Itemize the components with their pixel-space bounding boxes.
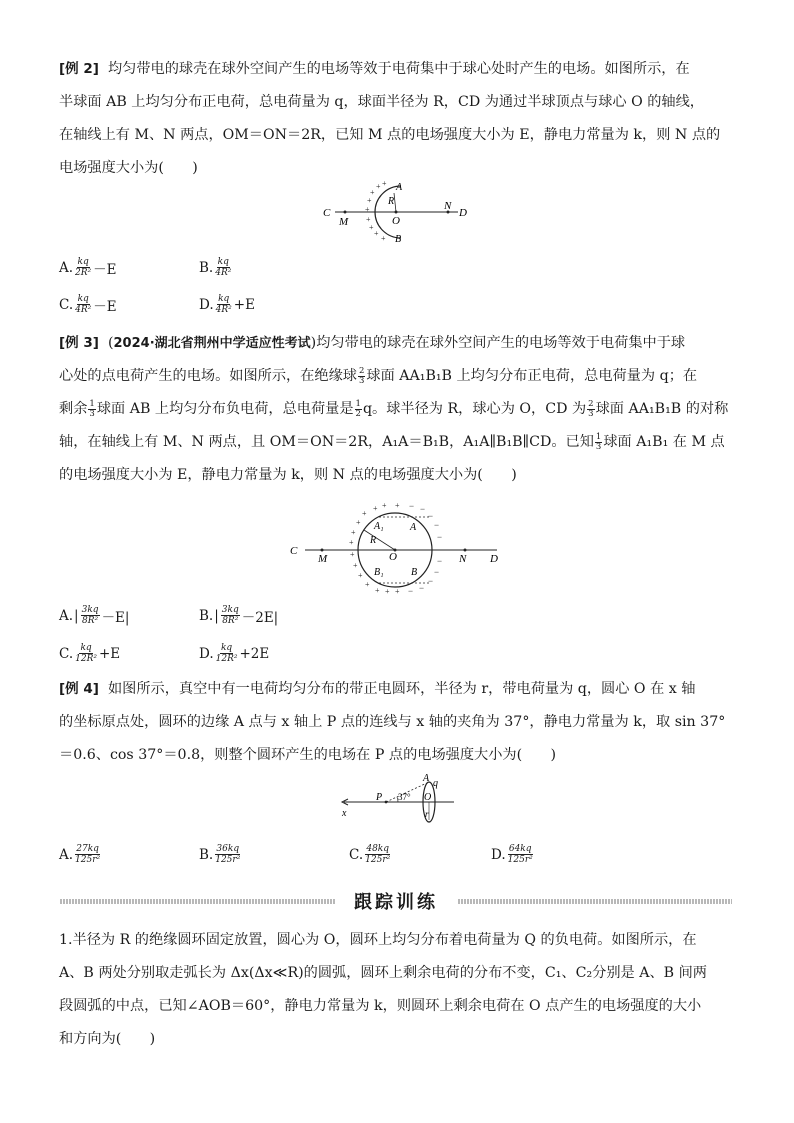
label-O: O — [392, 215, 400, 227]
svg-text:−: − — [419, 583, 425, 593]
svg-text:+: + — [356, 518, 361, 527]
example-3-option-b[interactable]: B. | $\frac{3kq}{\text{8R²}}$ －2E| — [199, 605, 279, 626]
label-B: B — [411, 567, 418, 578]
label-N: N — [459, 553, 467, 565]
option-fraction: $\frac{kq}{\text{12R²}}$ — [75, 643, 97, 664]
label-M: M — [318, 553, 328, 565]
svg-text:−: − — [428, 511, 434, 521]
example-2-text — [59, 53, 731, 185]
label-A: A — [396, 182, 403, 193]
label-O: O — [424, 792, 432, 803]
question-1-text: 1.半径为 R 的绝缘圆环固定放置，圆心为 O，圆环上均匀分布着电荷量为 Q 的负电荷。如图所示，在 A、B 两处分别取走弧长为 Δx(Δx≪R)的圆弧，圆环上剩余电荷的分布不变，C₁、C₂分别是 A、B 间两 段圆弧的中点，已知∠AOB＝60°，静电力常量为 k，则圆环上剩余电荷在 O 点产生的电场强度的大小 和方向为( ) — [59, 932, 707, 1047]
example-2-line-1: 均匀带电的球壳在球外空间产生的电场等效于电荷集中于球心处时产生的电场。如图所示，在 — [107, 61, 690, 77]
svg-text:−: − — [434, 520, 440, 530]
example-2-option-a[interactable]: A. $\frac{kq}{\text{2R²}}$ －E — [59, 257, 117, 278]
label-R: R — [370, 535, 377, 546]
label-C: C — [290, 545, 298, 557]
label-O: O — [389, 551, 397, 563]
label-x: x — [342, 808, 347, 819]
example-4-option-d[interactable]: D. $\frac{64kq}{\text{125r²}}$ — [491, 844, 533, 865]
section-banner — [60, 886, 732, 916]
example-2-option-b[interactable]: B. $\frac{kq}{\text{4R²}}$ — [199, 257, 232, 278]
label-q: q — [433, 778, 438, 789]
example-2-option-d[interactable]: D. $\frac{kq}{\text{4R²}}$ +E — [199, 294, 255, 315]
label-C: C — [323, 207, 331, 219]
label-r: r — [425, 809, 429, 819]
svg-text:+: + — [350, 550, 355, 559]
label-A1: A₁ — [374, 521, 384, 532]
svg-text:+: + — [381, 234, 386, 243]
svg-text:+: + — [362, 509, 367, 518]
example-2-line-2: 半球面 AB 上均匀分布正电荷，总电荷量为 q，球面半径为 R，CD 为通过半球顶点与球心 O 的轴线， — [59, 94, 704, 110]
example-3-option-c[interactable]: C. $\frac{kq}{\text{12R²}}$ +E — [59, 643, 121, 664]
svg-text:+: + — [375, 586, 380, 594]
example-4-text: [例 4] 如图所示，真空中有一电荷均匀分布的带正电圆环，半径为 r，带电荷量为 q，圆心 O 在 x 轴 的坐标原点处，圆环的边缘 A 点与 x 轴上 P 点的连线与 x 轴的夹角为 37°，静电力常量为 k，取 sin 37° ＝0.6、cos 37°＝0.8，则整个圆环产生的电场在 P 点的电场强度大小为( ) — [59, 681, 726, 763]
option-fraction: $\frac{kq}{\text{4R²}}$ — [75, 294, 92, 315]
svg-text:−: − — [428, 576, 434, 586]
svg-text:+: + — [367, 196, 372, 205]
option-fraction: $\frac{48kq}{\text{125r²}}$ — [365, 844, 391, 865]
svg-text:+: + — [365, 205, 370, 214]
example-4-option-b[interactable]: B. $\frac{36kq}{\text{125r²}}$ — [199, 844, 241, 865]
example-3-tag: [例 3] — [59, 335, 99, 351]
label-B1: B₁ — [374, 567, 384, 578]
example-3-option-a[interactable]: A. | $\frac{3kq}{\text{8R²}}$ －E| — [59, 605, 130, 626]
svg-text:+: + — [373, 504, 378, 513]
example-4-option-c[interactable]: C. $\frac{48kq}{\text{125r²}}$ — [349, 844, 391, 865]
example-2-tag: [例 2] — [59, 61, 99, 77]
svg-text:+: + — [370, 188, 375, 197]
example-3-source: 2024·湖北省荆州中学适应性考试 — [113, 336, 311, 351]
svg-text:+: + — [385, 587, 390, 594]
label-B: B — [395, 234, 402, 245]
svg-text:−: − — [420, 504, 426, 514]
example-4-ring-figure — [334, 772, 459, 824]
option-fraction: $\frac{kq}{\text{2R²}}$ — [75, 257, 92, 278]
option-fraction: $\frac{3kq}{\text{8R²}}$ — [81, 605, 99, 626]
svg-text:+: + — [395, 587, 400, 594]
example-2-hemisphere-figure — [320, 178, 480, 248]
label-D: D — [459, 207, 467, 219]
example-4-option-a[interactable]: A. $\frac{27kq}{\text{125r²}}$ — [59, 844, 101, 865]
label-P: P — [376, 792, 383, 803]
option-fraction: $\frac{64kq}{\text{125r²}}$ — [507, 844, 533, 865]
example-2-line-3: 在轴线上有 M、N 两点，OM＝ON＝2R，已知 M 点的电场强度大小为 E，静电力常量为 k，则 N 点的 — [59, 127, 721, 143]
svg-text:−: − — [434, 567, 440, 577]
svg-text:−: − — [437, 556, 443, 566]
label-A: A — [423, 773, 430, 784]
example-2-option-c[interactable]: C. $\frac{kq}{\text{4R²}}$ －E — [59, 294, 117, 315]
example-3-option-d[interactable]: D. $\frac{kq}{\text{12R²}}$ +2E — [199, 643, 270, 664]
svg-text:−: − — [409, 502, 415, 511]
svg-text:+: + — [353, 561, 358, 570]
option-fraction: $\frac{kq}{\text{4R²}}$ — [215, 257, 232, 278]
svg-text:−: − — [408, 586, 414, 594]
svg-text:+: + — [374, 229, 379, 238]
label-D: D — [490, 553, 498, 565]
option-fraction: $\frac{27kq}{\text{125r²}}$ — [75, 844, 101, 865]
label-A: A — [410, 522, 417, 533]
example-3-text: [例 3] (2024·湖北省荆州中学适应性考试)均匀带电的球壳在球外空间产生的电场等效于电荷集中于球 心处的点电荷产生的电场。如图所示，在绝缘球 $\frac{2}{3}$ 球面 AA₁B₁B 上均匀分布正电荷，总电荷量为 q；在 剩余 $\frac{1}{3}$ 球面 AB 上均匀分布负电荷，总电荷量是 $\frac{1}{2}$ q。球半径为 R，球心为 O，CD 为 $\frac{2}{3}$ 球面 AA₁B₁B 的对称 轴，在轴线上有 M、N 两点，且 OM＝ON＝2R，A₁A＝B₁B，A₁A∥B₁B∥CD。已知 $\frac{1}{3}$ 球面 A₁B₁ 在 M 点 的电场强度大小为 E，静电力常量为 k，则 N 点的电场强度大小为( ) — [59, 335, 729, 483]
svg-text:+: + — [382, 179, 387, 188]
example-4-tag: [例 4] — [59, 681, 99, 697]
option-fraction: $\frac{kq}{\text{12R²}}$ — [215, 643, 238, 664]
svg-text:−: − — [437, 532, 443, 542]
option-fraction: $\frac{36kq}{\text{125r²}}$ — [215, 844, 241, 865]
label-R: R — [388, 196, 395, 207]
svg-text:+: + — [351, 528, 356, 537]
option-fraction: $\frac{3kq}{\text{8R²}}$ — [221, 605, 239, 626]
svg-text:+: + — [376, 182, 381, 191]
svg-text:+: + — [366, 215, 371, 224]
label-M: M — [339, 216, 349, 228]
svg-text:+: + — [395, 502, 400, 510]
option-fraction: $\frac{kq}{\text{4R²}}$ — [215, 294, 232, 315]
label-angle: 37° — [398, 792, 411, 802]
section-title: 跟踪训练 — [354, 892, 438, 913]
svg-text:+: + — [365, 580, 370, 589]
svg-text:+: + — [369, 223, 374, 232]
label-N: N — [444, 200, 452, 212]
svg-text:+: + — [358, 571, 363, 580]
example-3-sphere-figure — [287, 502, 507, 594]
example-2-line-4: 电场强度大小为( ) — [59, 160, 198, 176]
svg-text:+: + — [382, 502, 387, 510]
svg-text:+: + — [349, 538, 354, 547]
